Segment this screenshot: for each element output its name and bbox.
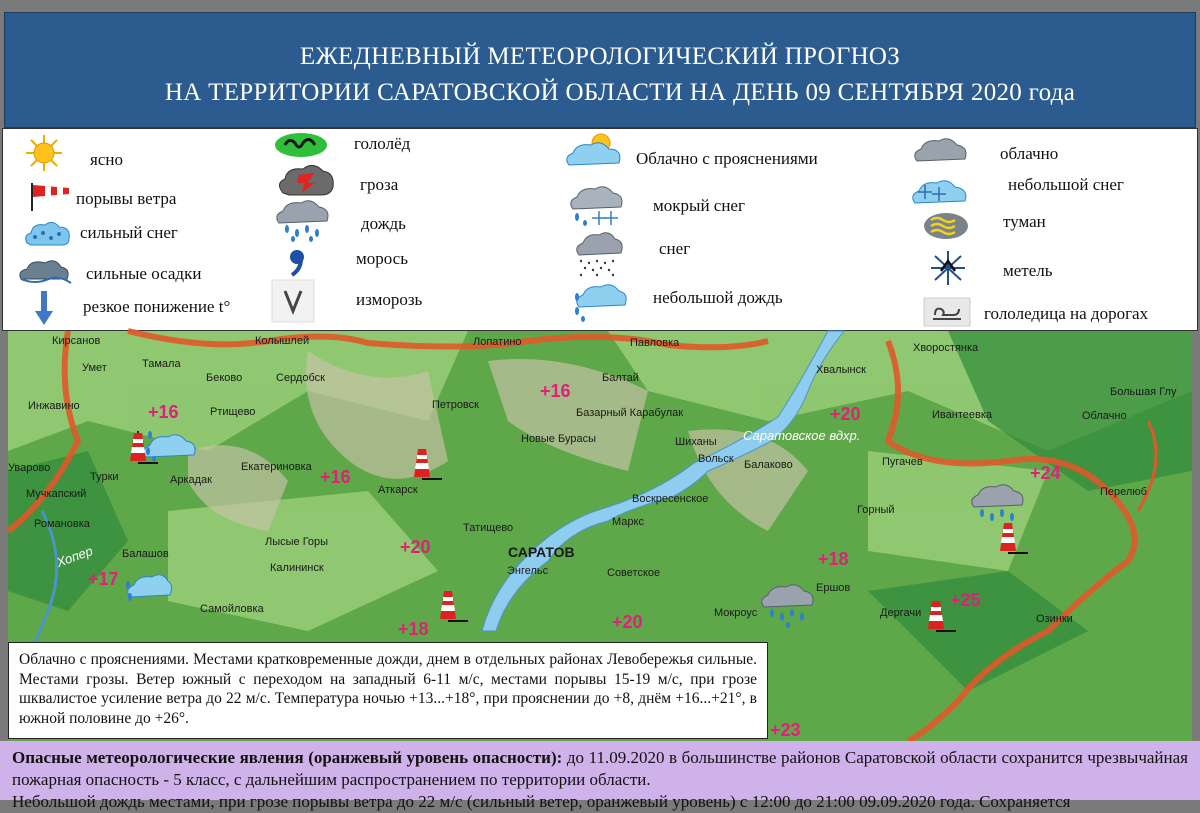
- legend-gusts: порывы ветра: [76, 189, 177, 208]
- town-volsk: Вольск: [698, 453, 734, 465]
- drizzle-icon: [287, 247, 307, 277]
- hazard-warning: [0, 741, 1200, 811]
- cloudy-icon: [911, 133, 969, 165]
- temp-sovetskoe: +20: [612, 612, 643, 632]
- rime-icon: [271, 279, 315, 323]
- town-pugachev: Пугачев: [882, 456, 923, 468]
- hazard-warning-title: Опасные метеорологические явления (оранжевый уровень опасности):: [12, 748, 563, 767]
- windsock-icon: [436, 585, 470, 625]
- arrow-down-icon: [33, 289, 55, 327]
- rain-icon: [273, 199, 331, 241]
- temp-tatishchevo: +20: [400, 537, 431, 557]
- town-tatishchevo: Татищево: [463, 522, 514, 534]
- light-snow-icon: [909, 171, 971, 207]
- light-rain-icon: [120, 569, 172, 605]
- temp-dergachi: +25: [950, 590, 981, 610]
- temp-balashov: +17: [88, 569, 119, 589]
- legend-wet-snow: мокрый снег: [653, 196, 745, 215]
- thunderstorm-icon: [275, 161, 337, 201]
- partly-cloudy-icon: [563, 131, 625, 169]
- hazard-warning-text: [12, 747, 1188, 813]
- town-petrovsk: Петровск: [432, 399, 479, 411]
- town-arkadak: Аркадак: [170, 474, 212, 486]
- rain-icon: [758, 583, 816, 629]
- town-pavlovka: Павловка: [630, 337, 680, 349]
- temp-rtishchevo: +16: [148, 402, 179, 422]
- fog-icon: [923, 211, 969, 241]
- town-balashov: Балашов: [122, 548, 169, 560]
- sun-icon: [21, 133, 67, 173]
- town-mokrous: Мокроус: [714, 607, 758, 619]
- town-serdobsk: Сердобск: [276, 372, 325, 384]
- town-saratov: САРАТОВ: [508, 544, 575, 560]
- legend-fog: туман: [1003, 212, 1046, 231]
- windsock-icon: [126, 427, 160, 467]
- wet-snow-icon: [567, 185, 623, 227]
- legend-heavy-snow: сильный снег: [80, 223, 178, 242]
- town-perelyub: Перелюб: [1100, 486, 1147, 498]
- legend-partly-cloudy: Облачно с прояснениями: [636, 149, 818, 168]
- hazard-warning-line3: Небольшой дождь местами, при грозе порывы ветра до 22 м/с (сильный ветер, оранжевый уровень) с 12:00 до 21:00 09.09.2020 года. Сохраняется: [12, 792, 1071, 811]
- legend-drizzle: морось: [356, 249, 408, 268]
- legend-rain: дождь: [361, 214, 406, 233]
- temp-baltay: +16: [540, 381, 571, 401]
- legend-road-ice: гололедица на дорогах: [984, 304, 1149, 323]
- town-bazarny-karabulak: Базарный Карабулак: [576, 407, 684, 419]
- town-lopatino: Лопатино: [473, 336, 522, 348]
- town-shikhany: Шиханы: [675, 436, 717, 448]
- temp-south: +23: [770, 720, 801, 740]
- town-khvorostyanka: Хворостянка: [913, 342, 979, 354]
- legend-storm: гроза: [360, 175, 399, 194]
- town-lysye-gory: Лысые Горы: [265, 536, 329, 548]
- windsock-icon: [29, 181, 73, 211]
- temp-ivanteevka: +20: [830, 404, 861, 424]
- page-header: [4, 12, 1196, 128]
- header-title-line2: НА ТЕРРИТОРИИ САРАТОВСКОЙ ОБЛАСТИ НА ДЕНЬ 09 СЕНТЯБРЯ 2020 года: [164, 79, 1076, 106]
- light-rain-icon: [569, 279, 629, 323]
- legend-light-rain: небольшой дождь: [653, 288, 783, 307]
- windsock-icon: [996, 517, 1030, 557]
- temp-samoylovka: +18: [398, 619, 429, 639]
- town-baltay: Балтай: [602, 372, 639, 384]
- town-engels: Энгельс: [507, 565, 549, 577]
- town-bolshaya-glushitsa: Большая Глу: [1110, 386, 1177, 398]
- town-ershov: Ершов: [816, 582, 851, 594]
- town-novye-burasy: Новые Бурасы: [521, 433, 596, 445]
- legend-ice: гололёд: [354, 134, 411, 153]
- town-kalininsk: Калининск: [270, 562, 324, 574]
- ice-icon: [273, 131, 329, 159]
- blizzard-icon: [923, 247, 973, 289]
- road-ice-icon: [923, 297, 971, 327]
- windsock-icon: [410, 443, 444, 483]
- hazard-warning-body: до 11.09.2020 в большинстве районов Саратовской области сохранится чрезвычайная пожарная опасность - 5 класс, с дальнейшим распространением по территории области.: [12, 748, 1188, 789]
- town-romanovka: Романовка: [34, 518, 90, 530]
- legend-cloudy: облачно: [1000, 144, 1059, 163]
- reservoir-label: Саратовское вдхр.: [743, 428, 861, 443]
- town-umet: Умет: [82, 362, 107, 374]
- town-tamala: Тамала: [142, 358, 181, 370]
- town-inzhavino: Инжавино: [28, 400, 80, 412]
- town-dergachi: Дергачи: [880, 607, 922, 619]
- town-khvalynsk: Хвалынск: [816, 364, 866, 376]
- snow-icon: [571, 231, 625, 277]
- town-turki: Турки: [90, 471, 119, 483]
- windsock-icon: [924, 595, 958, 635]
- town-oblachno: Облачно: [1082, 410, 1127, 422]
- town-uvarovo: Уварово: [8, 462, 51, 474]
- town-sovetskoe: Советское: [607, 567, 661, 579]
- town-balakovo: Балаково: [744, 459, 793, 471]
- legend-blizzard: метель: [1003, 261, 1053, 280]
- town-ozinki: Озинки: [1036, 613, 1073, 625]
- header-title-line1: ЕЖЕДНЕВНЫЙ МЕТЕОРОЛОГИЧЕСКИЙ ПРОГНОЗ: [299, 43, 901, 70]
- heavy-snow-icon: [21, 217, 73, 249]
- forecast-text: Облачно с прояснениями. Местами кратковременные дожди, днем в отдельных районах Левобережья сильные. Местами грозы. Ветер южный с переходом на западный 6-11 м/с, местами порывы 15-19 м/с, при грозе шквалистое усиление ветра до 22 м/с. Температура ночью +13...+18°, при прояснении до +8, днём +16...+21°, в южной половине до +26°.: [8, 642, 768, 739]
- legend-temp-drop: резкое понижение t°: [83, 297, 231, 316]
- town-ekaterinovka: Екатериновка: [241, 461, 312, 473]
- town-samoylovka: Самойловка: [200, 603, 264, 615]
- legend-snow: снег: [659, 239, 691, 258]
- legend-panel: [2, 128, 1198, 331]
- river-label: Хопер: [54, 543, 95, 570]
- town-atkarsk: Аткарск: [378, 484, 418, 496]
- temp-ershov: +18: [818, 549, 849, 569]
- town-rtishchevo: Ртищево: [210, 406, 256, 418]
- legend-clear: ясно: [90, 150, 123, 169]
- heavy-precipitation-icon: [15, 257, 73, 287]
- town-ivanteevka: Ивантеевка: [932, 409, 992, 421]
- town-voskresenskoe: Воскресенское: [632, 493, 709, 505]
- town-marks: Маркс: [612, 516, 644, 528]
- town-kolyshley: Колышлей: [255, 335, 310, 347]
- legend-rime: изморозь: [356, 290, 423, 309]
- temp-ekaterinovka: +16: [320, 467, 351, 487]
- legend-heavy-precip: сильные осадки: [86, 264, 202, 283]
- town-gorny: Горный: [857, 504, 895, 516]
- town-mucharkapsky: Мучкапский: [26, 488, 87, 500]
- legend-light-snow: небольшой снег: [1008, 175, 1124, 194]
- temp-pugachev: +24: [1030, 463, 1061, 483]
- town-kirsanov: Кирсанов: [52, 335, 101, 347]
- town-bekovo: Беково: [206, 372, 243, 384]
